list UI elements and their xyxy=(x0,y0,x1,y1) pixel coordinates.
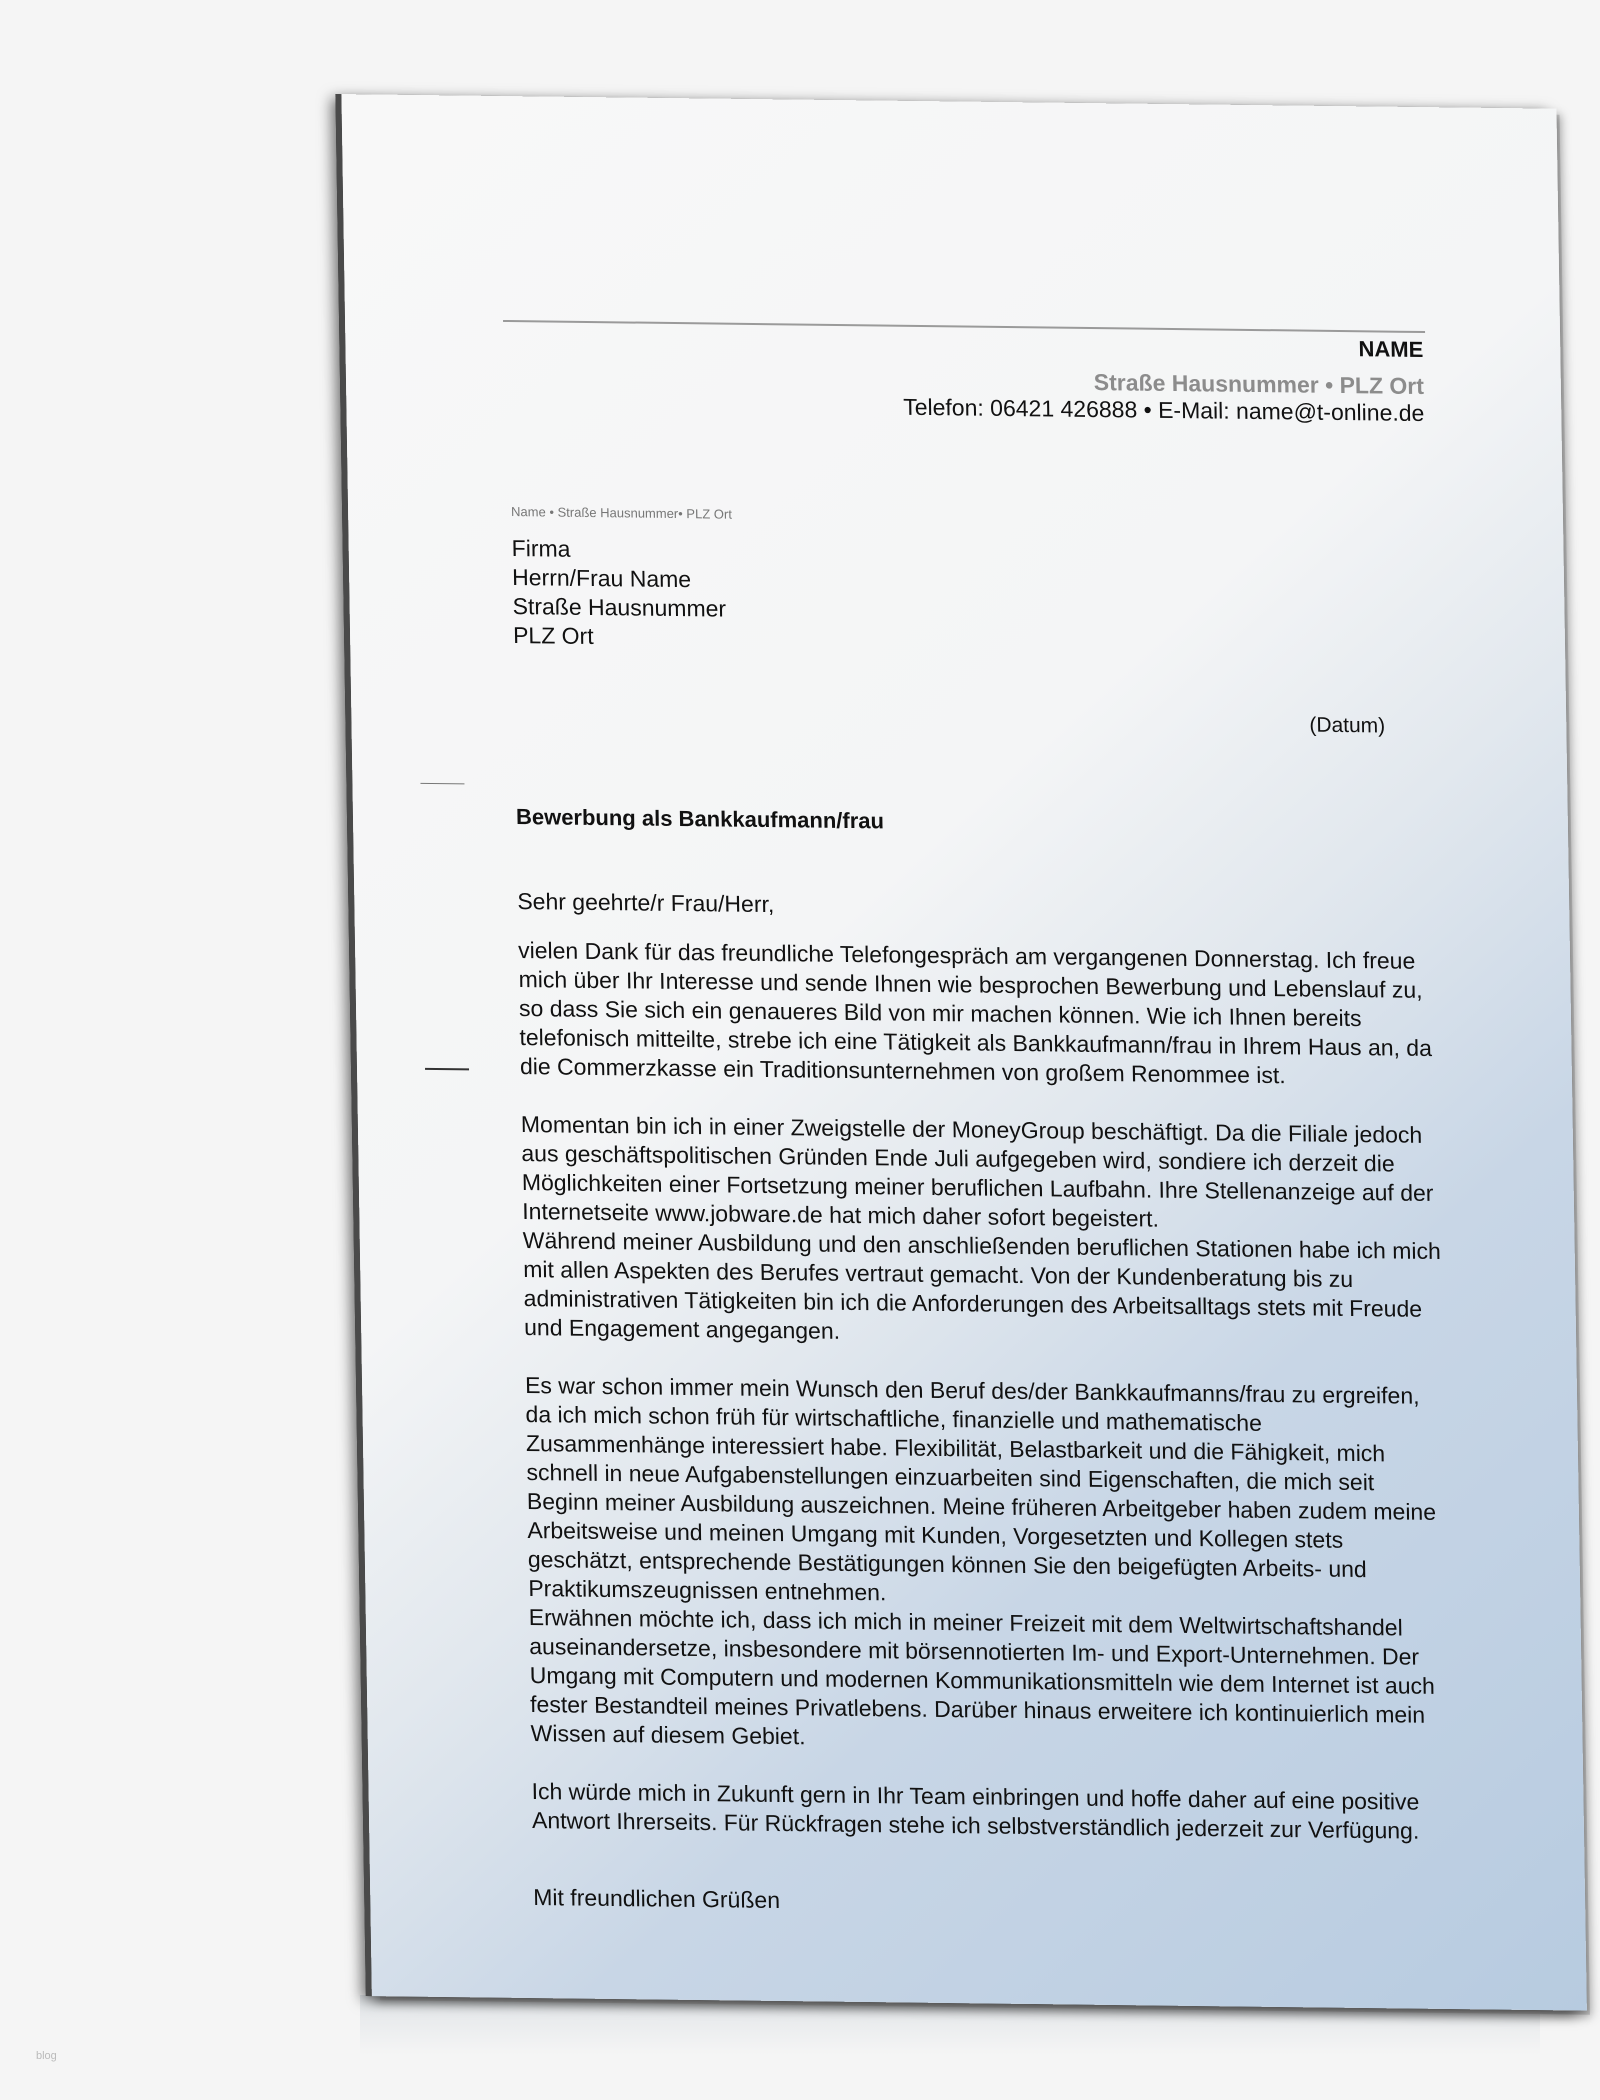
body-paragraph: Während meiner Ausbildung und den anschließenden beruflichen Stationen habe ich mich mit allen Aspekten des Berufes vertraut gemacht. Von der Kundenberatung bis zu administrativen Tätigkeiten bin ich die Anforderungen des Arbeitsalltags stets mit Freude und Engagement angegangen. xyxy=(522,1227,1441,1344)
letter-closing: Mit freundlichen Grüßen xyxy=(533,1884,781,1913)
recipient-contact-person: Herrn/Frau Name xyxy=(511,564,692,593)
letter-body xyxy=(518,936,1453,1875)
recipient-street: Straße Hausnummer xyxy=(512,593,727,622)
sender-address: Straße Hausnummer • PLZ Ort xyxy=(1093,369,1425,400)
header-rule xyxy=(503,320,1425,333)
letter-subject: Bewerbung als Bankkaufmann/frau xyxy=(515,804,885,834)
body-paragraph: Erwähnen möchte ich, dass ich mich in meiner Freizeit mit dem Weltwirtschaftshandel auseinandersetze, insbesondere mit börsennotierten Im- und Export-Unternehmen. Der Umgang mit Computern und modernen Kommunikationsmitteln wie dem Internet ist auch fester Bestandteil meines Privatlebens. Darüber hinaus erweitere ich kontinuierlich mein Wissen auf diesem Gebiet. xyxy=(528,1604,1436,1750)
watermark: blog xyxy=(36,2050,57,2062)
letter-page xyxy=(341,94,1586,2011)
sender-name: NAME xyxy=(1358,336,1424,363)
punch-mark xyxy=(425,1068,469,1071)
letter-salutation: Sehr geehrte/r Frau/Herr, xyxy=(517,888,775,918)
recipient-company: Firma xyxy=(511,535,571,562)
body-paragraph: Ich würde mich in Zukunft gern in Ihr Team einbringen und hoffe daher auf eine positive Antwort Ihrerseits. Für Rückfragen stehe ich selbstverständlich jederzeit zur Verfügung. xyxy=(531,1778,1420,1844)
body-paragraph: vielen Dank für das freundliche Telefongespräch am vergangenen Donnerstag. Ich freue mich über Ihr Interesse und sende Ihnen wie besprochen Bewerbung und Lebenslauf zu, so dass Sie sich ein genaueres Bild von mir machen können. Wie ich Ihnen bereits telefonisch mitteilte, strebe ich eine Tätigkeit als Bankkaufmann/frau in Ihrem Haus an, da die Commerzkasse ein Traditionsunternehmen von großem Renommee ist. xyxy=(517,937,1433,1089)
body-paragraph: Es war schon immer mein Wunsch den Beruf des/der Bankkaufmanns/frau zu ergreifen, da ich mich schon früh für wirtschaftliche, finanzielle und mathematische Zusammenhänge interessiert habe. Flexibilität, Belastbarkeit und die Fähigkeit, mich schnell in neue Aufgabenstellungen einzuarbeiten sind Eigenschaften, die mich seit Beginn meiner Ausbildung auszeichnen. Meine früheren Arbeitgeber haben zudem meine Arbeitsweise und meinen Umgang mit Kunden, Vorgesetzten und Kollegen stets geschätzt, entsprechende Bestätigungen können Sie den beigefügten Arbeits- und Praktikumszeugnissen entnehmen. xyxy=(524,1372,1437,1606)
fold-mark xyxy=(420,783,464,785)
return-address-line: Name • Straße Hausnummer• PLZ Ort xyxy=(510,504,732,522)
sender-contact: Telefon: 06421 426888 • E-Mail: name@t-online.de xyxy=(903,393,1425,427)
letter-date: (Datum) xyxy=(1309,713,1386,738)
recipient-block xyxy=(511,534,726,653)
recipient-city: PLZ Ort xyxy=(512,622,594,650)
body-paragraph: Momentan bin ich in einer Zweigstelle der MoneyGroup beschäftigt. Da die Filiale jedoch aus geschäftspolitischen Gründen Ende Juli aufgegeben wird, sondiere ich derzeit die Möglichkeiten einer Fortsetzung meiner beruflichen Laufbahn. Ihre Stellenanzeige auf der Internetseite www.jobware.de hat mich daher sofort begeistert. xyxy=(520,1111,1434,1232)
